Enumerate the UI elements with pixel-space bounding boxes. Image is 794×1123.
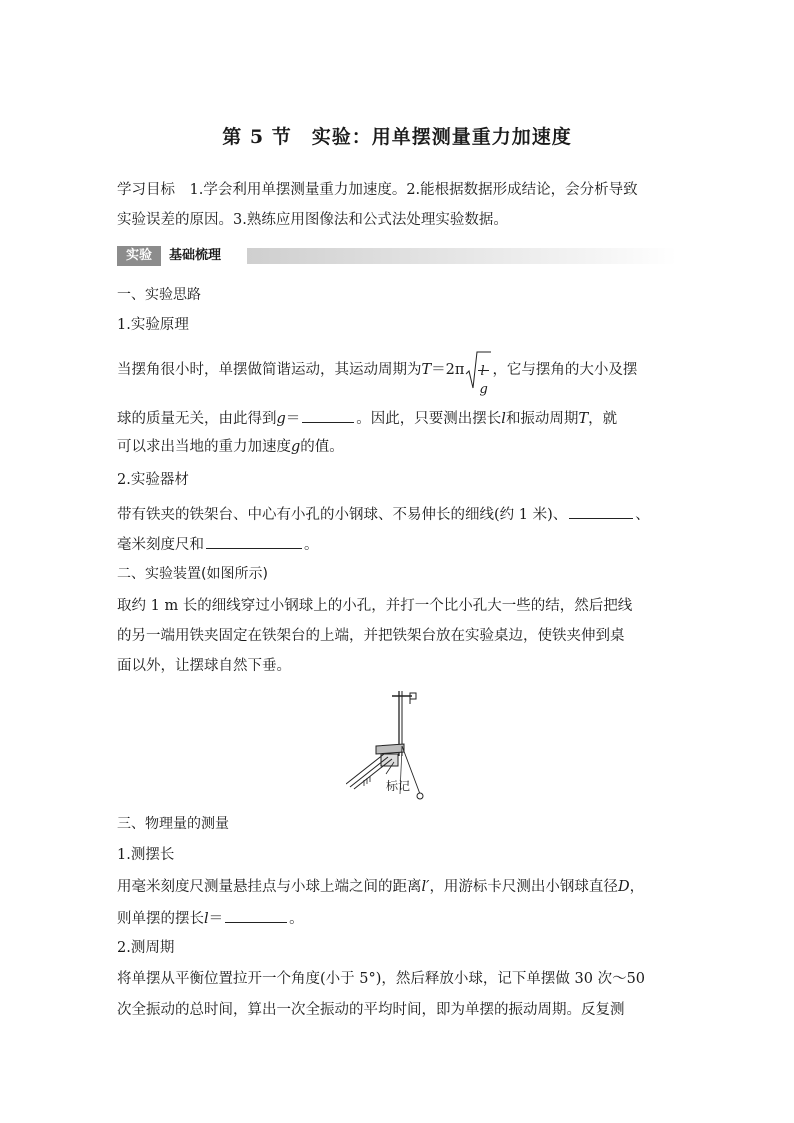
text: ，用游标卡尺测出小钢球直径 [429, 879, 618, 895]
section-heading-3: 三、物理量的测量 [117, 816, 229, 832]
section-banner [117, 246, 677, 266]
text: 带有铁夹的铁架台、中心有小孔的小钢球、不易伸长的细线(约 1 米)、 [117, 507, 568, 523]
section-heading-1: 一、实验思路 [117, 287, 201, 303]
setup-line-3: 面以外，让摆球自然下垂。 [117, 658, 291, 674]
text: 。因此，只要测出摆长 [356, 411, 502, 427]
var-g: g [276, 411, 286, 427]
text: 、 [635, 507, 650, 523]
text: 。 [289, 911, 304, 927]
objectives-line-1: 学习目标 1.学会利用单摆测量重力加速度。2.能根据数据形成结论，会分析导致 [117, 182, 638, 198]
blank-line [206, 533, 302, 549]
section-heading-2: 二、实验装置(如图所示) [117, 566, 268, 582]
text: ，它与摆角的大小及摆 [492, 362, 638, 378]
principle-line-2 [117, 407, 617, 429]
banner-name: 基础梳理 [169, 248, 222, 263]
setup-line-1: 取约 1 m 长的细线穿过小钢球上的小孔，并打一个比小孔大一些的结，然后把线 [117, 598, 633, 614]
subheading-period: 2.测周期 [117, 940, 175, 956]
pendulum-diagram [346, 688, 446, 800]
var-T: T [421, 362, 432, 378]
text: 。 [304, 537, 319, 553]
subheading-principle: 1.实验原理 [117, 317, 189, 333]
sqrt-formula [465, 350, 491, 397]
banner-bar [247, 248, 677, 264]
var-l: l [204, 911, 209, 927]
objectives-line-2: 实验误差的原因。3.熟练应用图像法和公式法处理实验数据。 [117, 212, 508, 228]
blank-line [569, 503, 633, 519]
subheading-equipment: 2.实验器材 [117, 472, 189, 488]
period-line-1: 将单摆从平衡位置拉开一个角度(小于 5°)，然后释放小球，记下单摆做 30 次～50 [117, 971, 646, 987]
equipment-line-1 [117, 503, 650, 525]
pendulum-apparatus-figure [346, 688, 446, 800]
text: 当摆角很小时，单摆做简谐运动，其运动周期为 [117, 362, 422, 378]
var-l: l [501, 411, 506, 427]
var-T: T [578, 411, 589, 427]
figure-label-mark: 标记 [386, 779, 411, 793]
subheading-length: 1.测摆长 [117, 847, 175, 863]
text: 则单摆的摆长 [117, 911, 204, 927]
setup-line-2: 的另一端用铁夹固定在铁架台的上端，并把铁架台放在实验桌边，使铁夹伸到桌 [117, 628, 625, 644]
banner-tag: 实验 [117, 246, 161, 266]
var-g: g [291, 439, 301, 455]
text: ＝ [285, 411, 301, 427]
equipment-line-2 [117, 533, 319, 555]
text: ，就 [588, 411, 618, 427]
page-title: 第 5 节 实验：用单摆测量重力加速度 [222, 126, 572, 148]
blank-line [225, 907, 287, 923]
text: ＝2π [431, 362, 465, 378]
length-line-2 [117, 907, 304, 929]
principle-line-3 [117, 437, 344, 457]
length-line-1 [117, 877, 644, 897]
blank-line [302, 407, 354, 423]
text: 用毫米刻度尺测量悬挂点与小球上端之间的距离 [117, 879, 422, 895]
text: ＝ [208, 911, 224, 927]
text: 可以求出当地的重力加速度 [117, 439, 291, 455]
text: 和振动周期 [505, 411, 579, 427]
text: 毫米刻度尺和 [117, 537, 204, 553]
sqrt-denominator: g [479, 382, 488, 397]
text: ， [629, 879, 645, 895]
text: 的值。 [300, 439, 344, 455]
principle-line-1 [117, 350, 638, 397]
var-D: D [617, 879, 630, 895]
var-l-prime: l′ [421, 879, 430, 895]
sqrt-numerator: l [480, 364, 485, 379]
text: 球的质量无关，由此得到 [117, 411, 277, 427]
period-line-2: 次全振动的总时间，算出一次全振动的平均时间，即为单摆的振动周期。反复测 [117, 1002, 625, 1018]
